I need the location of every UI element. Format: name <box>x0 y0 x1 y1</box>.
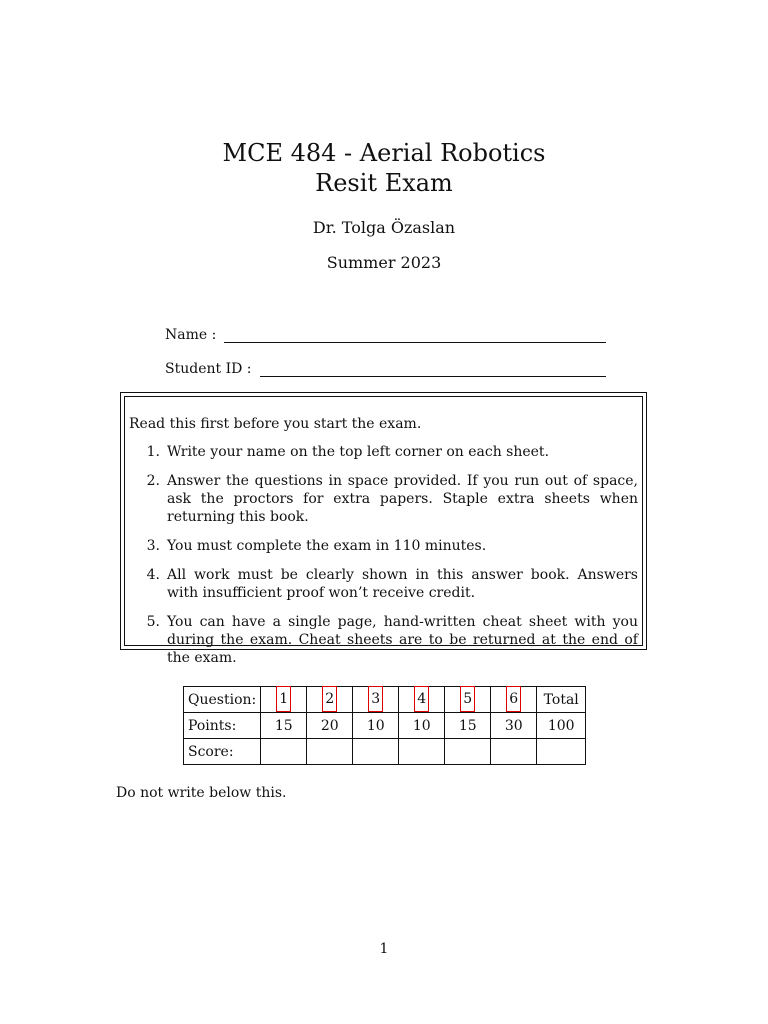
grade-table <box>183 686 586 765</box>
page-number: 1 <box>379 941 389 957</box>
points-cell: 10 <box>399 713 445 739</box>
question-3-link[interactable]: 3 <box>368 686 383 712</box>
points-cell: 20 <box>307 713 353 739</box>
name-field-row <box>165 326 606 343</box>
score-row-label: Score: <box>184 739 261 765</box>
instruction-item <box>129 472 638 526</box>
score-row <box>184 739 586 765</box>
instruction-item <box>129 443 638 461</box>
total-points-cell: 100 <box>537 713 586 739</box>
instructions-list <box>129 443 638 667</box>
points-cell: 30 <box>491 713 537 739</box>
student-id-label: Student ID : <box>165 361 252 377</box>
points-cell: 15 <box>261 713 307 739</box>
name-label: Name : <box>165 327 217 343</box>
instruction-item <box>129 537 638 555</box>
course-title: MCE 484 - Aerial Robotics <box>222 139 546 167</box>
instructions-inner-box <box>124 396 643 666</box>
question-cell <box>307 687 353 713</box>
instruction-number: 1. <box>146 444 160 460</box>
question-cell <box>399 687 445 713</box>
instructions-heading: Read this first before you start the exam. <box>129 416 422 432</box>
footer-note: Do not write below this. <box>116 785 287 801</box>
question-row-label: Question: <box>184 687 261 713</box>
score-cell[interactable] <box>491 739 537 765</box>
instruction-number: 3. <box>146 538 160 554</box>
instruction-text: You can have a single page, hand-written cheat sheet with you during the exam. Cheat sheets are to be returned at the end of the exam. <box>167 614 638 666</box>
instruction-text: All work must be clearly shown in this answer book. Answers with insufficient proof won’t receive credit. <box>167 567 638 601</box>
points-row-label: Points: <box>184 713 261 739</box>
student-id-field-row <box>165 360 606 377</box>
instruction-text: Answer the questions in space provided. If you run out of space, ask the proctors for extra papers. Staple extra sheets when returning this book. <box>167 473 638 525</box>
question-2-link[interactable]: 2 <box>322 686 337 712</box>
score-cell[interactable] <box>307 739 353 765</box>
question-cell <box>491 687 537 713</box>
question-cell <box>353 687 399 713</box>
exam-title <box>0 138 768 198</box>
question-1-link[interactable]: 1 <box>276 686 291 712</box>
name-field[interactable] <box>224 326 606 343</box>
question-4-link[interactable]: 4 <box>414 686 429 712</box>
question-cell <box>445 687 491 713</box>
exam-type: Resit Exam <box>315 169 453 197</box>
instructions-box <box>120 392 647 666</box>
question-5-link[interactable]: 5 <box>460 686 475 712</box>
instruction-item <box>129 566 638 602</box>
question-row <box>184 687 586 713</box>
score-cell[interactable] <box>353 739 399 765</box>
score-cell[interactable] <box>399 739 445 765</box>
points-row <box>184 713 586 739</box>
instruction-number: 5. <box>146 614 160 630</box>
term: Summer 2023 <box>326 253 442 272</box>
total-score-cell[interactable] <box>537 739 586 765</box>
instruction-text: Write your name on the top left corner on each sheet. <box>167 444 550 460</box>
student-id-field[interactable] <box>260 360 606 377</box>
instruction-number: 2. <box>146 473 160 489</box>
instruction-item <box>129 613 638 667</box>
instruction-number: 4. <box>146 567 160 583</box>
score-cell[interactable] <box>261 739 307 765</box>
instruction-text: You must complete the exam in 110 minutes. <box>167 538 487 554</box>
question-6-link[interactable]: 6 <box>506 686 521 712</box>
score-cell[interactable] <box>445 739 491 765</box>
points-cell: 10 <box>353 713 399 739</box>
author: Dr. Tolga Özaslan <box>312 218 456 237</box>
total-header: Total <box>537 687 586 713</box>
question-cell <box>261 687 307 713</box>
points-cell: 15 <box>445 713 491 739</box>
